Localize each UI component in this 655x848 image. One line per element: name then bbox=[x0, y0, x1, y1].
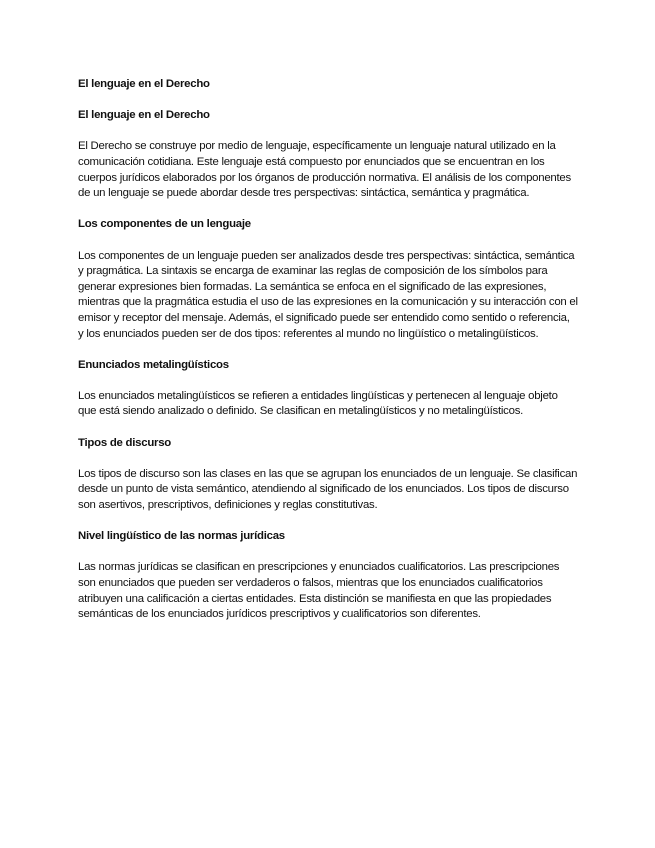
section-body-tipos-discurso: Los tipos de discurso son las clases en las que se agrupan los enunciados de un lenguaje. Se clasifican desde un punto de vista semántico, atendiendo al significado de los enunciados. Los tipos de discurso son asertivos, prescriptivos, definiciones y reglas constitutivas. bbox=[78, 467, 578, 512]
section-heading-tipos-discurso: Tipos de discurso bbox=[78, 436, 172, 449]
section-body-nivel-linguistico: Las normas jurídicas se clasifican en prescripciones y enunciados cualificatorios. Las prescripciones son enunciados que pueden ser verdaderos o falsos, mientras que los enunciados cualificatorios atribuyen una calificación a ciertas entidades. Esta distinción se manifiesta en que las propiedades semánticas de los enunciados jurídicos prescriptivos y cualificatorios son diferentes. bbox=[78, 561, 560, 621]
section-heading-componentes: Los componentes de un lenguaje bbox=[78, 218, 251, 231]
section-heading-nivel-linguistico: Nivel lingüístico de las normas jurídicas bbox=[78, 530, 285, 543]
section-body-componentes: Los componentes de un lenguaje pueden ser analizados desde tres perspectivas: sintáctica, semántica y pragmática. La sintaxis se encarga de examinar las reglas de composición de los símbolos para generar expresiones bien formadas. La semántica se enfoca en el significado de las expresiones, mientras que la pragmática estudia el uso de las expresiones en la comunicación y su interacción con el emisor y receptor del mensaje. Además, el significado puede ser entendido como sentido o referencia, y los enunciados pueden ser de dos tipos: referentes al mundo no lingüístico o metalingüísticos. bbox=[78, 249, 578, 340]
section-heading-metalinguisticos: Enunciados metalingüísticos bbox=[78, 358, 229, 371]
document-page bbox=[78, 77, 578, 638]
document-subtitle: El lenguaje en el Derecho bbox=[78, 109, 210, 122]
section-body-metalinguisticos: Los enunciados metalingüísticos se refieren a entidades lingüísticas y pertenecen al lenguaje objeto que está siendo analizado o definido. Se clasifican en metalingüísticos y no metalingüísticos. bbox=[78, 389, 558, 418]
document-title: El lenguaje en el Derecho bbox=[78, 78, 210, 90]
intro-paragraph: El Derecho se construye por medio de lenguaje, específicamente un lenguaje natural utilizado en la comunicación cotidiana. Este lenguaje está compuesto por enunciados que se encuentran en los cuerpos jurídicos elaborados por los órganos de producción normativa. El análisis de los componentes de un lenguaje se puede abordar desde tres perspectivas: sintáctica, semántica y pragmática. bbox=[78, 140, 571, 200]
